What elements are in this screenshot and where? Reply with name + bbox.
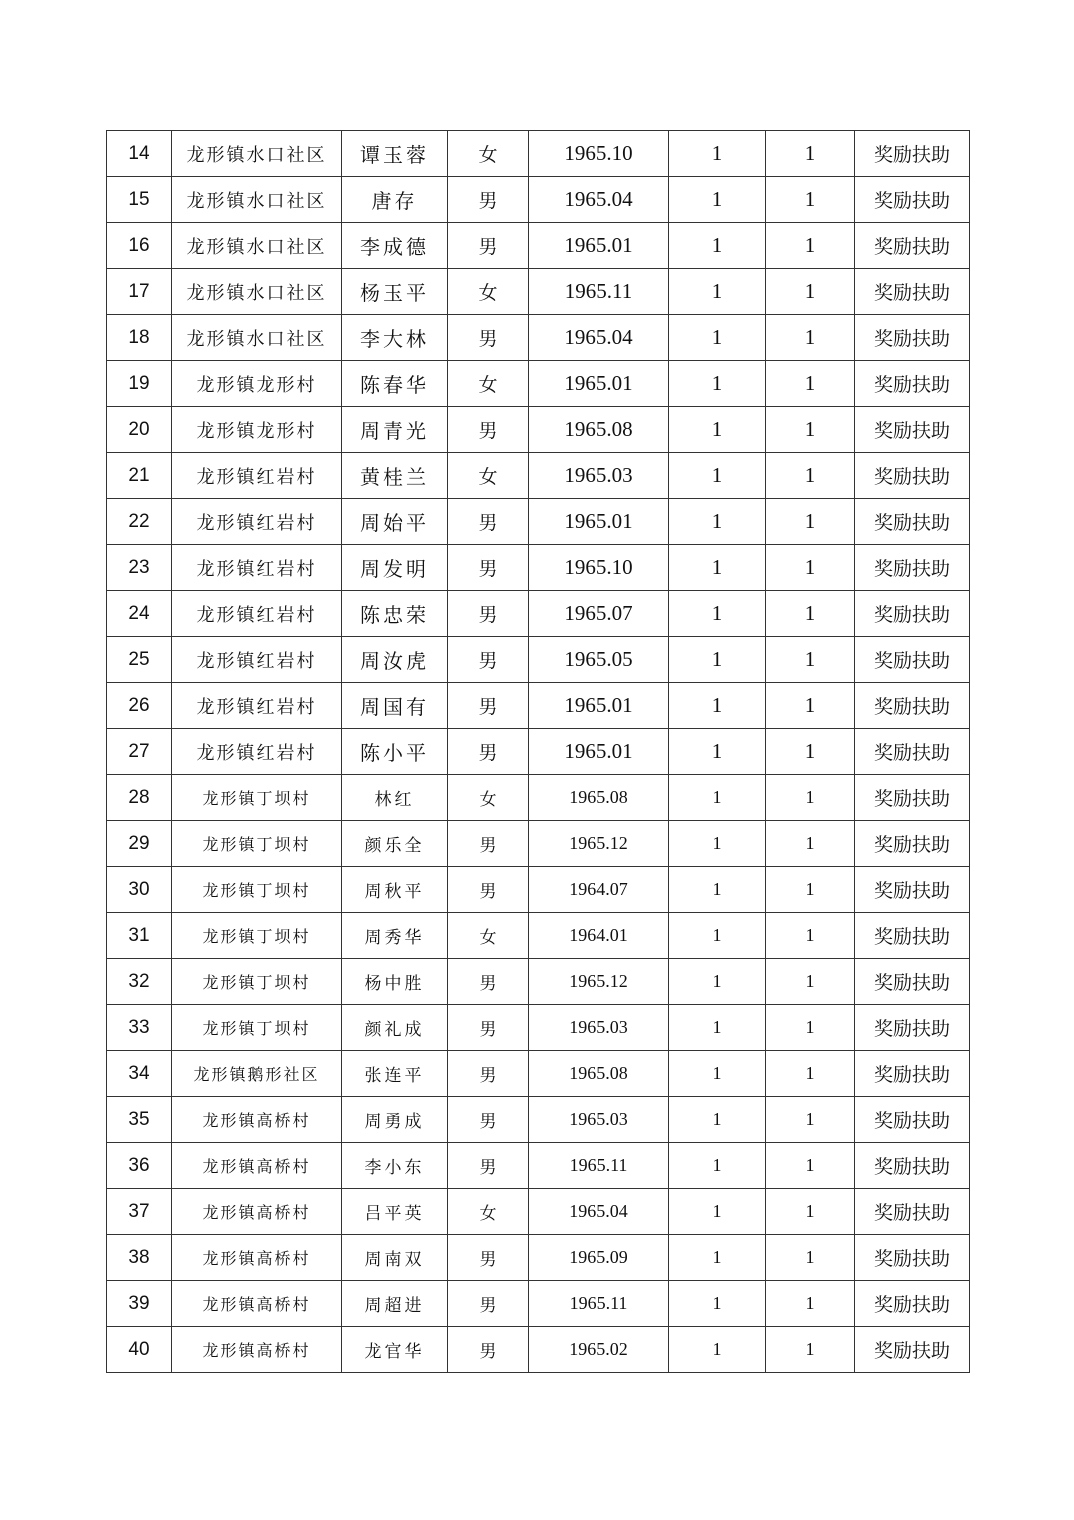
row-number-cell: 29 bbox=[107, 821, 172, 867]
unit-cell: 龙形镇红岩村 bbox=[172, 729, 342, 775]
aid-type-cell: 奖励扶助 bbox=[855, 407, 970, 453]
aid-type-cell: 奖励扶助 bbox=[855, 177, 970, 223]
row-number-cell: 25 bbox=[107, 637, 172, 683]
aid-type-cell: 奖励扶助 bbox=[855, 637, 970, 683]
count-cell-b: 1 bbox=[766, 867, 855, 913]
row-number-cell: 33 bbox=[107, 1005, 172, 1051]
count-cell-a: 1 bbox=[669, 1327, 766, 1373]
name-cell: 龙官华 bbox=[342, 1327, 448, 1373]
sex-cell: 男 bbox=[448, 545, 529, 591]
name-cell: 周超进 bbox=[342, 1281, 448, 1327]
table-row bbox=[107, 821, 970, 867]
sex-cell: 男 bbox=[448, 315, 529, 361]
name-cell: 杨中胜 bbox=[342, 959, 448, 1005]
name-cell: 林红 bbox=[342, 775, 448, 821]
unit-cell: 龙形镇红岩村 bbox=[172, 591, 342, 637]
count-cell-a: 1 bbox=[669, 453, 766, 499]
name-cell: 黄桂兰 bbox=[342, 453, 448, 499]
table-row bbox=[107, 959, 970, 1005]
count-cell-a: 1 bbox=[669, 867, 766, 913]
sex-cell: 男 bbox=[448, 683, 529, 729]
aid-type-cell: 奖励扶助 bbox=[855, 1005, 970, 1051]
count-cell-a: 1 bbox=[669, 1097, 766, 1143]
count-cell-a: 1 bbox=[669, 177, 766, 223]
birth-date-cell: 1965.01 bbox=[529, 683, 669, 729]
aid-type-cell: 奖励扶助 bbox=[855, 1051, 970, 1097]
count-cell-a: 1 bbox=[669, 1005, 766, 1051]
unit-cell: 龙形镇丁坝村 bbox=[172, 1005, 342, 1051]
count-cell-b: 1 bbox=[766, 591, 855, 637]
name-cell: 唐存 bbox=[342, 177, 448, 223]
row-number-cell: 31 bbox=[107, 913, 172, 959]
row-number-cell: 16 bbox=[107, 223, 172, 269]
birth-date-cell: 1965.05 bbox=[529, 637, 669, 683]
birth-date-cell: 1965.09 bbox=[529, 1235, 669, 1281]
sex-cell: 女 bbox=[448, 269, 529, 315]
count-cell-a: 1 bbox=[669, 315, 766, 361]
unit-cell: 龙形镇高桥村 bbox=[172, 1143, 342, 1189]
name-cell: 李大林 bbox=[342, 315, 448, 361]
aid-type-cell: 奖励扶助 bbox=[855, 729, 970, 775]
unit-cell: 龙形镇龙形村 bbox=[172, 407, 342, 453]
table-row bbox=[107, 1235, 970, 1281]
unit-cell: 龙形镇高桥村 bbox=[172, 1235, 342, 1281]
unit-cell: 龙形镇丁坝村 bbox=[172, 913, 342, 959]
row-number-cell: 14 bbox=[107, 131, 172, 177]
row-number-cell: 24 bbox=[107, 591, 172, 637]
unit-cell: 龙形镇龙形村 bbox=[172, 361, 342, 407]
sex-cell: 女 bbox=[448, 131, 529, 177]
unit-cell: 龙形镇水口社区 bbox=[172, 177, 342, 223]
table-row bbox=[107, 1051, 970, 1097]
table-row bbox=[107, 913, 970, 959]
count-cell-b: 1 bbox=[766, 1281, 855, 1327]
table-row bbox=[107, 683, 970, 729]
unit-cell: 龙形镇水口社区 bbox=[172, 223, 342, 269]
beneficiary-table bbox=[106, 130, 970, 1373]
name-cell: 颜乐全 bbox=[342, 821, 448, 867]
row-number-cell: 34 bbox=[107, 1051, 172, 1097]
count-cell-b: 1 bbox=[766, 683, 855, 729]
name-cell: 张连平 bbox=[342, 1051, 448, 1097]
aid-type-cell: 奖励扶助 bbox=[855, 131, 970, 177]
aid-type-cell: 奖励扶助 bbox=[855, 1235, 970, 1281]
sex-cell: 女 bbox=[448, 1189, 529, 1235]
aid-type-cell: 奖励扶助 bbox=[855, 1327, 970, 1373]
aid-type-cell: 奖励扶助 bbox=[855, 545, 970, 591]
sex-cell: 男 bbox=[448, 499, 529, 545]
unit-cell: 龙形镇鹅形社区 bbox=[172, 1051, 342, 1097]
count-cell-b: 1 bbox=[766, 315, 855, 361]
aid-type-cell: 奖励扶助 bbox=[855, 315, 970, 361]
row-number-cell: 15 bbox=[107, 177, 172, 223]
table-row bbox=[107, 867, 970, 913]
aid-type-cell: 奖励扶助 bbox=[855, 1143, 970, 1189]
birth-date-cell: 1965.02 bbox=[529, 1327, 669, 1373]
birth-date-cell: 1965.04 bbox=[529, 315, 669, 361]
sex-cell: 男 bbox=[448, 821, 529, 867]
sex-cell: 男 bbox=[448, 177, 529, 223]
birth-date-cell: 1964.07 bbox=[529, 867, 669, 913]
row-number-cell: 38 bbox=[107, 1235, 172, 1281]
count-cell-b: 1 bbox=[766, 729, 855, 775]
count-cell-a: 1 bbox=[669, 591, 766, 637]
sex-cell: 男 bbox=[448, 1051, 529, 1097]
birth-date-cell: 1965.03 bbox=[529, 1005, 669, 1051]
count-cell-a: 1 bbox=[669, 499, 766, 545]
sex-cell: 女 bbox=[448, 361, 529, 407]
sex-cell: 男 bbox=[448, 1097, 529, 1143]
count-cell-b: 1 bbox=[766, 545, 855, 591]
row-number-cell: 23 bbox=[107, 545, 172, 591]
count-cell-a: 1 bbox=[669, 131, 766, 177]
row-number-cell: 22 bbox=[107, 499, 172, 545]
count-cell-a: 1 bbox=[669, 959, 766, 1005]
count-cell-b: 1 bbox=[766, 1189, 855, 1235]
row-number-cell: 19 bbox=[107, 361, 172, 407]
aid-type-cell: 奖励扶助 bbox=[855, 959, 970, 1005]
aid-type-cell: 奖励扶助 bbox=[855, 1097, 970, 1143]
aid-type-cell: 奖励扶助 bbox=[855, 591, 970, 637]
count-cell-b: 1 bbox=[766, 269, 855, 315]
unit-cell: 龙形镇水口社区 bbox=[172, 131, 342, 177]
sex-cell: 男 bbox=[448, 407, 529, 453]
sex-cell: 女 bbox=[448, 775, 529, 821]
unit-cell: 龙形镇高桥村 bbox=[172, 1189, 342, 1235]
birth-date-cell: 1965.11 bbox=[529, 1143, 669, 1189]
count-cell-b: 1 bbox=[766, 453, 855, 499]
table-row bbox=[107, 1143, 970, 1189]
sex-cell: 男 bbox=[448, 1143, 529, 1189]
row-number-cell: 40 bbox=[107, 1327, 172, 1373]
count-cell-a: 1 bbox=[669, 637, 766, 683]
name-cell: 谭玉蓉 bbox=[342, 131, 448, 177]
table-row bbox=[107, 1097, 970, 1143]
row-number-cell: 28 bbox=[107, 775, 172, 821]
birth-date-cell: 1965.08 bbox=[529, 1051, 669, 1097]
table-row bbox=[107, 361, 970, 407]
unit-cell: 龙形镇丁坝村 bbox=[172, 775, 342, 821]
birth-date-cell: 1965.03 bbox=[529, 453, 669, 499]
name-cell: 周汝虎 bbox=[342, 637, 448, 683]
table-row bbox=[107, 177, 970, 223]
aid-type-cell: 奖励扶助 bbox=[855, 269, 970, 315]
name-cell: 李小东 bbox=[342, 1143, 448, 1189]
sex-cell: 男 bbox=[448, 1005, 529, 1051]
unit-cell: 龙形镇红岩村 bbox=[172, 499, 342, 545]
unit-cell: 龙形镇红岩村 bbox=[172, 637, 342, 683]
row-number-cell: 39 bbox=[107, 1281, 172, 1327]
aid-type-cell: 奖励扶助 bbox=[855, 1189, 970, 1235]
table-row bbox=[107, 131, 970, 177]
count-cell-b: 1 bbox=[766, 131, 855, 177]
row-number-cell: 21 bbox=[107, 453, 172, 499]
sex-cell: 男 bbox=[448, 591, 529, 637]
table-row bbox=[107, 1281, 970, 1327]
count-cell-a: 1 bbox=[669, 1235, 766, 1281]
unit-cell: 龙形镇丁坝村 bbox=[172, 959, 342, 1005]
name-cell: 陈小平 bbox=[342, 729, 448, 775]
sex-cell: 男 bbox=[448, 1235, 529, 1281]
count-cell-a: 1 bbox=[669, 913, 766, 959]
sex-cell: 男 bbox=[448, 1327, 529, 1373]
unit-cell: 龙形镇红岩村 bbox=[172, 453, 342, 499]
sex-cell: 女 bbox=[448, 453, 529, 499]
row-number-cell: 27 bbox=[107, 729, 172, 775]
aid-type-cell: 奖励扶助 bbox=[855, 223, 970, 269]
count-cell-b: 1 bbox=[766, 775, 855, 821]
table-row bbox=[107, 453, 970, 499]
count-cell-b: 1 bbox=[766, 223, 855, 269]
birth-date-cell: 1965.08 bbox=[529, 775, 669, 821]
birth-date-cell: 1965.01 bbox=[529, 499, 669, 545]
birth-date-cell: 1965.12 bbox=[529, 959, 669, 1005]
row-number-cell: 37 bbox=[107, 1189, 172, 1235]
birth-date-cell: 1965.04 bbox=[529, 1189, 669, 1235]
aid-type-cell: 奖励扶助 bbox=[855, 1281, 970, 1327]
count-cell-a: 1 bbox=[669, 269, 766, 315]
count-cell-a: 1 bbox=[669, 821, 766, 867]
table-row bbox=[107, 637, 970, 683]
sex-cell: 女 bbox=[448, 913, 529, 959]
count-cell-a: 1 bbox=[669, 407, 766, 453]
name-cell: 周秀华 bbox=[342, 913, 448, 959]
unit-cell: 龙形镇水口社区 bbox=[172, 269, 342, 315]
aid-type-cell: 奖励扶助 bbox=[855, 499, 970, 545]
aid-type-cell: 奖励扶助 bbox=[855, 775, 970, 821]
count-cell-b: 1 bbox=[766, 1327, 855, 1373]
aid-type-cell: 奖励扶助 bbox=[855, 683, 970, 729]
birth-date-cell: 1965.01 bbox=[529, 729, 669, 775]
table-row bbox=[107, 545, 970, 591]
row-number-cell: 18 bbox=[107, 315, 172, 361]
count-cell-a: 1 bbox=[669, 223, 766, 269]
count-cell-a: 1 bbox=[669, 729, 766, 775]
count-cell-a: 1 bbox=[669, 775, 766, 821]
name-cell: 李成德 bbox=[342, 223, 448, 269]
count-cell-b: 1 bbox=[766, 1051, 855, 1097]
birth-date-cell: 1965.10 bbox=[529, 545, 669, 591]
sex-cell: 男 bbox=[448, 729, 529, 775]
sex-cell: 男 bbox=[448, 637, 529, 683]
count-cell-a: 1 bbox=[669, 1143, 766, 1189]
count-cell-b: 1 bbox=[766, 637, 855, 683]
table-row bbox=[107, 729, 970, 775]
table-row bbox=[107, 775, 970, 821]
name-cell: 陈春华 bbox=[342, 361, 448, 407]
sex-cell: 男 bbox=[448, 223, 529, 269]
unit-cell: 龙形镇高桥村 bbox=[172, 1097, 342, 1143]
count-cell-b: 1 bbox=[766, 177, 855, 223]
aid-type-cell: 奖励扶助 bbox=[855, 821, 970, 867]
count-cell-b: 1 bbox=[766, 407, 855, 453]
birth-date-cell: 1965.11 bbox=[529, 269, 669, 315]
table-row bbox=[107, 1327, 970, 1373]
row-number-cell: 30 bbox=[107, 867, 172, 913]
name-cell: 颜礼成 bbox=[342, 1005, 448, 1051]
unit-cell: 龙形镇水口社区 bbox=[172, 315, 342, 361]
table-body bbox=[107, 131, 970, 1373]
count-cell-b: 1 bbox=[766, 959, 855, 1005]
unit-cell: 龙形镇丁坝村 bbox=[172, 867, 342, 913]
name-cell: 周勇成 bbox=[342, 1097, 448, 1143]
table-row bbox=[107, 591, 970, 637]
sex-cell: 男 bbox=[448, 959, 529, 1005]
count-cell-a: 1 bbox=[669, 545, 766, 591]
count-cell-b: 1 bbox=[766, 1005, 855, 1051]
table-row bbox=[107, 315, 970, 361]
table-row bbox=[107, 499, 970, 545]
count-cell-b: 1 bbox=[766, 1235, 855, 1281]
sex-cell: 男 bbox=[448, 1281, 529, 1327]
row-number-cell: 26 bbox=[107, 683, 172, 729]
count-cell-a: 1 bbox=[669, 361, 766, 407]
aid-type-cell: 奖励扶助 bbox=[855, 453, 970, 499]
aid-type-cell: 奖励扶助 bbox=[855, 361, 970, 407]
aid-type-cell: 奖励扶助 bbox=[855, 913, 970, 959]
table-row bbox=[107, 1189, 970, 1235]
table-row bbox=[107, 223, 970, 269]
row-number-cell: 36 bbox=[107, 1143, 172, 1189]
name-cell: 吕平英 bbox=[342, 1189, 448, 1235]
count-cell-b: 1 bbox=[766, 913, 855, 959]
count-cell-a: 1 bbox=[669, 1281, 766, 1327]
birth-date-cell: 1965.01 bbox=[529, 361, 669, 407]
sex-cell: 男 bbox=[448, 867, 529, 913]
row-number-cell: 35 bbox=[107, 1097, 172, 1143]
count-cell-b: 1 bbox=[766, 1097, 855, 1143]
table-row bbox=[107, 1005, 970, 1051]
name-cell: 周国有 bbox=[342, 683, 448, 729]
unit-cell: 龙形镇高桥村 bbox=[172, 1281, 342, 1327]
name-cell: 周发明 bbox=[342, 545, 448, 591]
name-cell: 陈忠荣 bbox=[342, 591, 448, 637]
name-cell: 周南双 bbox=[342, 1235, 448, 1281]
unit-cell: 龙形镇红岩村 bbox=[172, 545, 342, 591]
row-number-cell: 32 bbox=[107, 959, 172, 1005]
unit-cell: 龙形镇丁坝村 bbox=[172, 821, 342, 867]
birth-date-cell: 1965.03 bbox=[529, 1097, 669, 1143]
birth-date-cell: 1965.11 bbox=[529, 1281, 669, 1327]
count-cell-a: 1 bbox=[669, 1051, 766, 1097]
aid-type-cell: 奖励扶助 bbox=[855, 867, 970, 913]
count-cell-a: 1 bbox=[669, 1189, 766, 1235]
birth-date-cell: 1965.10 bbox=[529, 131, 669, 177]
count-cell-a: 1 bbox=[669, 683, 766, 729]
birth-date-cell: 1965.01 bbox=[529, 223, 669, 269]
table-row bbox=[107, 269, 970, 315]
name-cell: 周青光 bbox=[342, 407, 448, 453]
unit-cell: 龙形镇高桥村 bbox=[172, 1327, 342, 1373]
birth-date-cell: 1964.01 bbox=[529, 913, 669, 959]
row-number-cell: 17 bbox=[107, 269, 172, 315]
birth-date-cell: 1965.04 bbox=[529, 177, 669, 223]
birth-date-cell: 1965.07 bbox=[529, 591, 669, 637]
birth-date-cell: 1965.12 bbox=[529, 821, 669, 867]
row-number-cell: 20 bbox=[107, 407, 172, 453]
count-cell-b: 1 bbox=[766, 1143, 855, 1189]
count-cell-b: 1 bbox=[766, 499, 855, 545]
birth-date-cell: 1965.08 bbox=[529, 407, 669, 453]
name-cell: 杨玉平 bbox=[342, 269, 448, 315]
name-cell: 周始平 bbox=[342, 499, 448, 545]
name-cell: 周秋平 bbox=[342, 867, 448, 913]
count-cell-b: 1 bbox=[766, 821, 855, 867]
unit-cell: 龙形镇红岩村 bbox=[172, 683, 342, 729]
table-row bbox=[107, 407, 970, 453]
count-cell-b: 1 bbox=[766, 361, 855, 407]
